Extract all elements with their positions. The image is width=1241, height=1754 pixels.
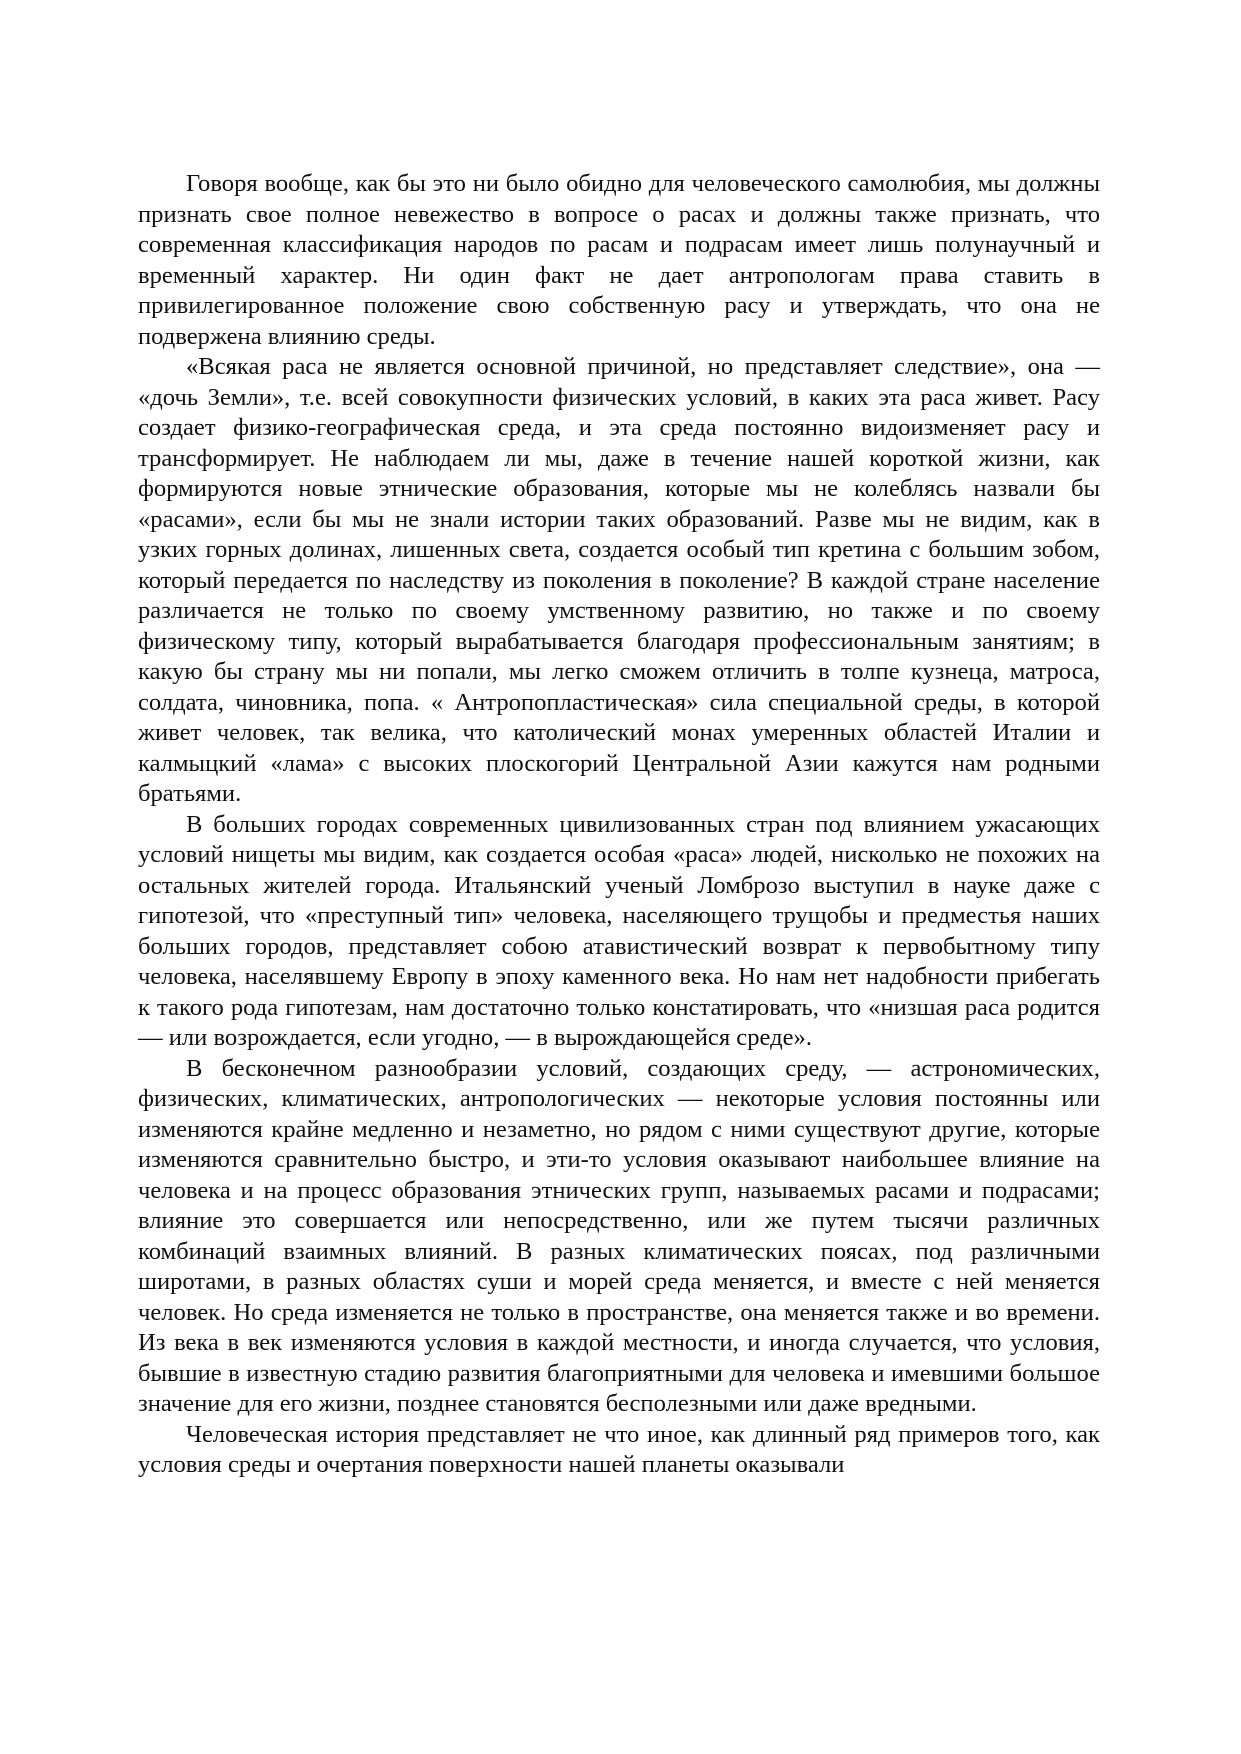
paragraph-5: Человеческая история представляет не что иное, как длинный ряд примеров того, как условия среды и очертания поверхности нашей планеты оказывали [138,1420,1100,1478]
paragraph-1: Говоря вообще, как бы это ни было обидно для человеческого самолюбия, мы должны признать свое полное невежество в вопросе о расах и должны также признать, что современная классификация народов по расам и подрасам имеет лишь полунаучный и временный характер. Ни один факт не дает антропологам права ставить в привилегированное положение свою собственную расу и утверждать, что она не подвержена влиянию среды. [138,170,1100,350]
paragraph-4: В бесконечном разнообразии условий, создающих среду, — астрономических, физических, климатических, антропологических — некоторые условия постоянны или изменяются крайне медленно и незаметно, но рядом с ними существуют другие, которые изменяются сравнительно быстро, и эти-то условия оказывают наибольшее влияние на человека и на процесс образования этнических групп, называемых расами и подрасами; влияние это совершается или непосредственно, или же путем тысячи различных комбинаций взаимных влияний. В разных климатических поясах, под различными широтами, в разных областях суши и морей среда меняется, и вместе с ней меняется человек. Но среда изменяется не только в пространстве, она меняется также и во времени. Из века в век изменяются условия в каждой местности, и иногда случается, что условия, бывшие в известную стадию развития благоприятными для человека и имевшими большое значение для его жизни, позднее становятся бесполезными или даже вредными. [138,1054,1100,1417]
body-text [138,169,1100,1481]
paragraph-3: В больших городах современных цивилизованных стран под влиянием ужасающих условий нищеты мы видим, как создается особая «раса» людей, нисколько не похожих на остальных жителей города. Итальянский ученый Ломброзо выступил в науке даже с гипотезой, что «преступный тип» человека, населяющего трущобы и предместья наших больших городов, представляет собою атавистический возврат к первобытному типу человека, населявшему Европу в эпоху каменного века. Но нам нет надобности прибегать к такого рода гипотезам, нам достаточно только констатировать, что «низшая раса родится — или возрождается, если угодно, — в вырождающейся среде». [138,810,1100,1051]
paragraph-2: «Всякая раса не является основной причиной, но представляет следствие», она — «дочь Земли», т.е. всей совокупности физических условий, в каких эта раса живет. Расу создает физико-географическая среда, и эта среда постоянно видоизменяет расу и трансформирует. Не наблюдаем ли мы, даже в течение нашей короткой жизни, как формируются новые этнические образования, которые мы не колеблясь назвали бы «расами», если бы мы не знали истории таких образований. Разве мы не видим, как в узких горных долинах, лишенных света, создается особый тип кретина с большим зобом, который передается по наследству из поколения в поколение? В каждой стране население различается не только по своему умственному развитию, но также и по своему физическому типу, который вырабатывается благодаря профессиональным занятиям; в какую бы страну мы ни попали, мы легко сможем отличить в толпе кузнеца, матроса, солдата, чиновника, попа. « Антропопластическая» сила специальной среды, в которой живет человек, так велика, что католический монах умеренных областей Италии и калмыцкий «лама» с высоких плоскогорий Центральной Азии кажутся нам родными братьями. [138,353,1100,807]
